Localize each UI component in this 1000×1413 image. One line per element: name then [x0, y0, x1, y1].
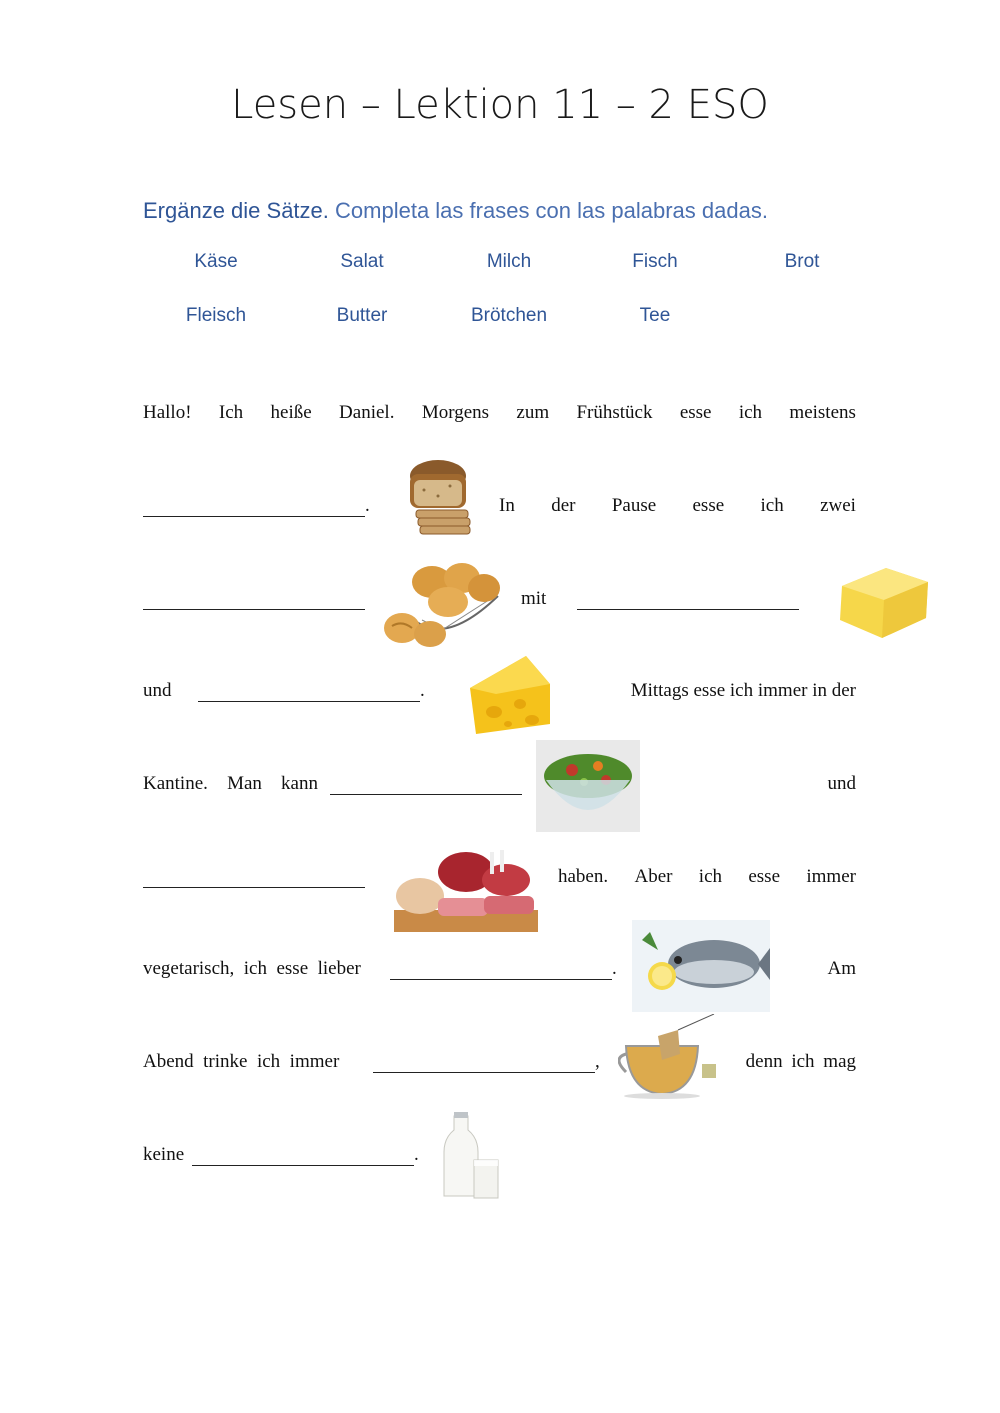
- text-line-2: [499, 495, 856, 525]
- word-fleisch: Fleisch: [185, 305, 247, 326]
- word: Pause: [611, 495, 657, 516]
- word: Kantine.: [143, 773, 208, 794]
- word: ich: [760, 495, 784, 516]
- word-und: und: [143, 680, 172, 701]
- fish-image: [632, 920, 770, 1012]
- blank-3[interactable]: [577, 591, 799, 610]
- word: haben.: [558, 866, 609, 887]
- word: Frühstück: [576, 402, 653, 423]
- cheese-image: [466, 654, 556, 738]
- word: esse: [679, 402, 712, 423]
- butter-image: [836, 560, 932, 642]
- tea-image: [618, 1014, 718, 1100]
- word: zwei: [820, 495, 856, 516]
- word-fisch: Fisch: [632, 251, 678, 272]
- word-tee: Tee: [639, 305, 671, 326]
- blank-7[interactable]: [390, 961, 612, 980]
- text-line-7-start: vegetarisch, ich esse lieber: [143, 958, 361, 979]
- blank-6[interactable]: [143, 869, 365, 888]
- text-line-4-end: Mittags esse ich immer in der: [630, 680, 856, 701]
- word: Ich: [218, 402, 244, 423]
- instruction-german: Ergänze die Sätze.: [143, 198, 329, 223]
- word-und: und: [827, 773, 856, 794]
- blank-8[interactable]: [373, 1054, 595, 1073]
- word-keine: keine: [143, 1144, 185, 1165]
- word: ich: [738, 402, 763, 423]
- period: .: [365, 495, 370, 516]
- text-line-5: [143, 773, 318, 803]
- word: immer: [806, 866, 856, 887]
- period: .: [420, 680, 425, 701]
- word: esse: [748, 866, 781, 887]
- blank-9[interactable]: [192, 1147, 414, 1166]
- word-broetchen: Brötchen: [470, 305, 548, 326]
- text-line-8-end: denn ich mag: [745, 1051, 856, 1072]
- blank-5[interactable]: [330, 776, 522, 795]
- bread-image: [400, 456, 472, 540]
- milk-image: [440, 1112, 504, 1202]
- word: heiße: [270, 402, 312, 423]
- blank-4[interactable]: [198, 683, 420, 702]
- word-mit: mit: [521, 588, 547, 609]
- word: Daniel.: [339, 402, 395, 423]
- rolls-image: [382, 558, 506, 650]
- word: In: [499, 495, 515, 516]
- word-milch: Milch: [486, 251, 532, 272]
- word-butter: Butter: [336, 305, 388, 326]
- word: Aber: [634, 866, 673, 887]
- period: .: [612, 958, 617, 979]
- meat-image: [394, 840, 538, 932]
- word-brot: Brot: [784, 251, 820, 272]
- word: esse: [692, 495, 725, 516]
- blank-1[interactable]: [143, 498, 365, 517]
- period: .: [414, 1144, 419, 1165]
- instruction: [143, 198, 768, 224]
- word: kann: [281, 773, 318, 794]
- salad-image: [536, 740, 640, 832]
- word: Man: [227, 773, 262, 794]
- text-line-8-start: Abend trinke ich immer: [143, 1051, 340, 1072]
- blank-2[interactable]: [143, 591, 365, 610]
- word-am: Am: [827, 958, 856, 979]
- word: Hallo!: [143, 402, 192, 423]
- page-title: Lesen – Lektion 11 – 2 ESO: [231, 82, 769, 128]
- word: zum: [516, 402, 550, 423]
- comma: ,: [595, 1051, 600, 1072]
- word: Morgens: [421, 402, 490, 423]
- word: meistens: [789, 402, 856, 423]
- word-salat: Salat: [340, 251, 384, 272]
- text-line-1: [143, 402, 856, 432]
- instruction-spanish: Completa las frases con las palabras dadas.: [335, 198, 768, 223]
- text-line-6: [558, 866, 856, 896]
- word: der: [551, 495, 576, 516]
- word: ich: [698, 866, 723, 887]
- word-kaese: Käse: [194, 251, 238, 272]
